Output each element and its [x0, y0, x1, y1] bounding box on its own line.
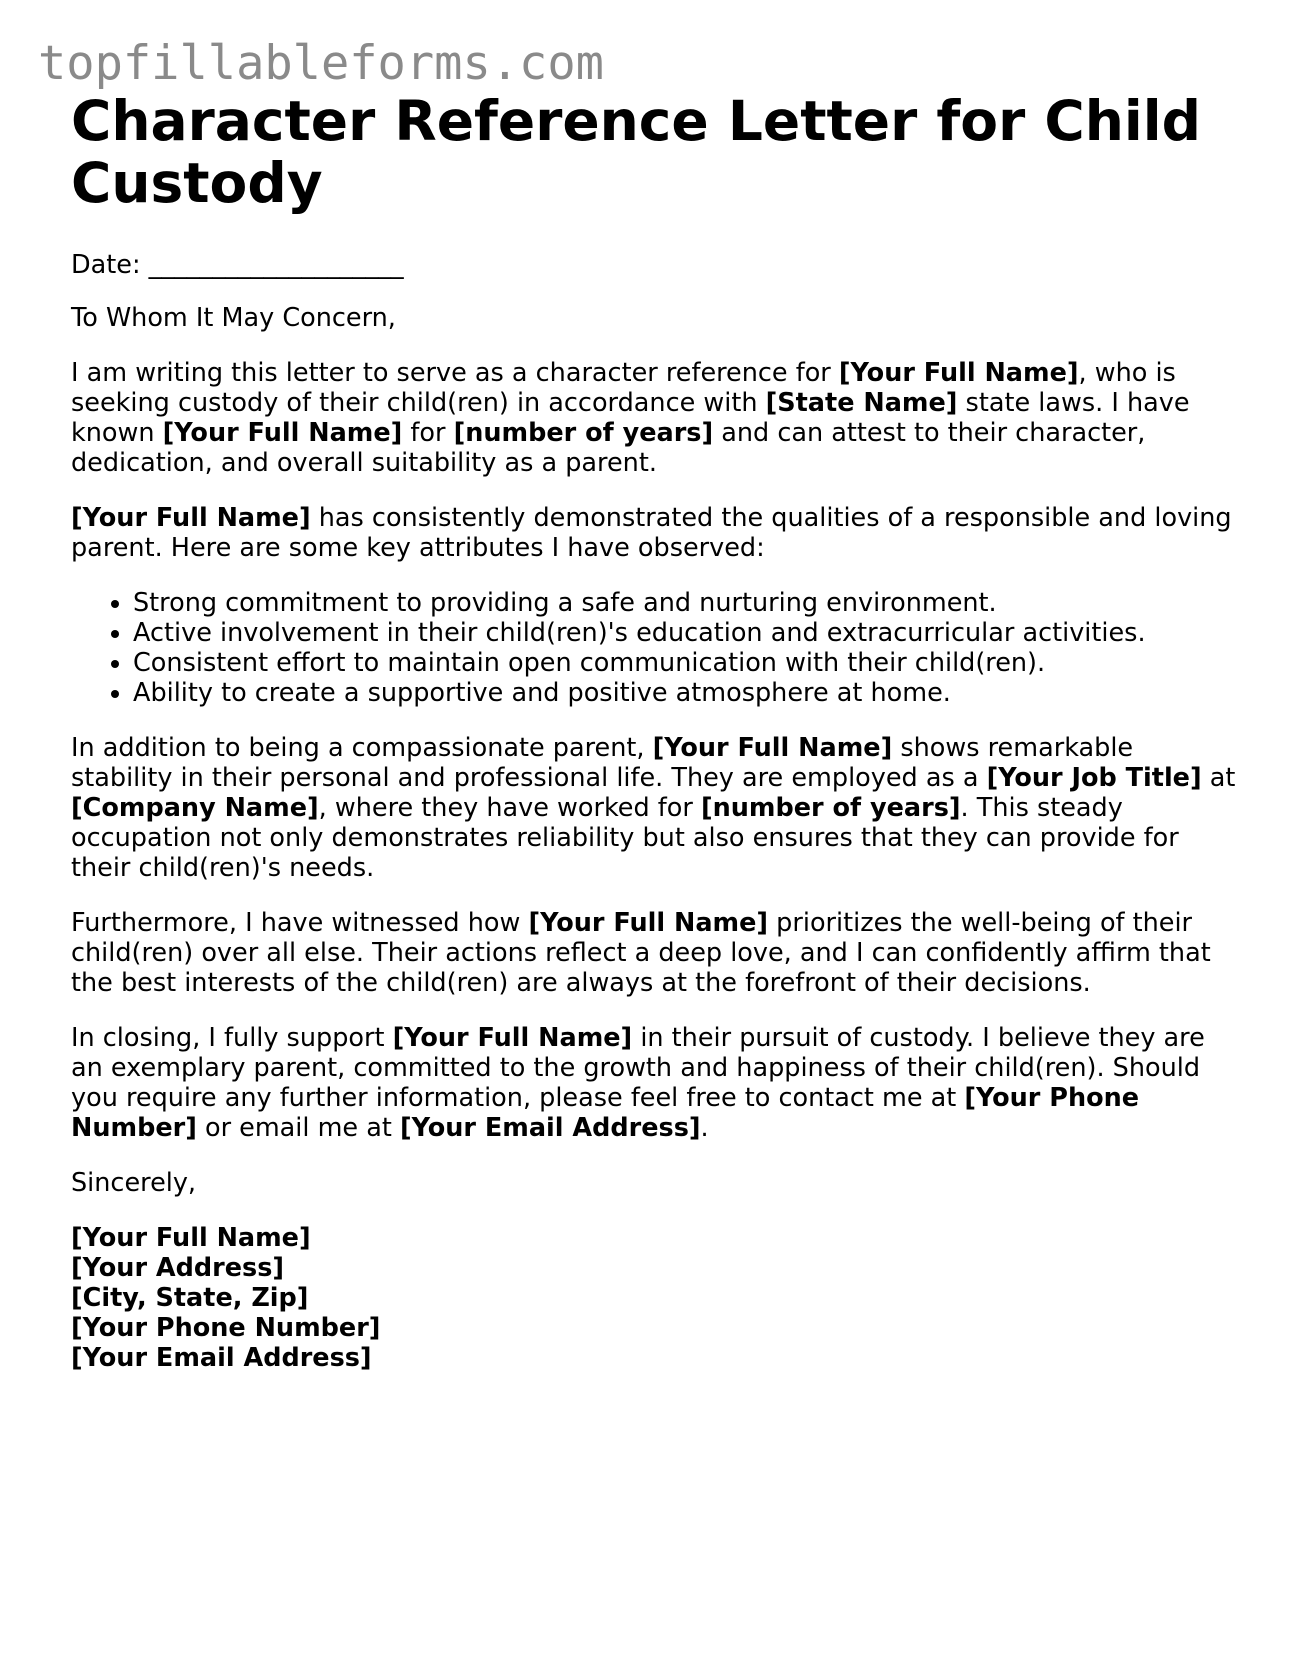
list-item: • Ability to create a supportive and positive atmosphere at home.: [133, 678, 1241, 708]
signature-line: [Your Email Address]: [71, 1343, 372, 1373]
signature-line: [Your Phone Number]: [71, 1313, 381, 1343]
text: . This steady occupation not only demonstrates reliability but also ensures that they can provide for their child(ren)'s needs.: [71, 793, 1179, 883]
placeholder-phone-number: [Your Phone Number]: [71, 1083, 1140, 1143]
text: , where they have worked for: [318, 793, 701, 823]
text: for: [402, 418, 454, 448]
placeholder-full-name: [Your Full Name]: [162, 418, 403, 448]
text: .: [700, 1113, 709, 1143]
text: In addition to being a compassionate parent,: [71, 733, 653, 763]
closing: Sincerely,: [71, 1168, 197, 1198]
date-blank: ____________________: [148, 250, 404, 280]
date-line: [71, 250, 1241, 280]
text: at: [1201, 763, 1236, 793]
text: prioritizes the well-being of their child(ren) over all else. Their actions reflect a deep love, and I can confidently affirm that the best interests of the child(ren) are always at the forefront of their decisions.: [71, 908, 1211, 998]
paragraph-closing: [71, 1023, 1241, 1143]
list-item: • Strong commitment to providing a safe and nurturing environment.: [133, 588, 1241, 618]
paragraph-wellbeing: [71, 908, 1241, 998]
placeholder-number-of-years: [number of years]: [453, 418, 714, 448]
placeholder-full-name: [Your Full Name]: [528, 908, 769, 938]
paragraph-intro: [71, 358, 1241, 478]
placeholder-state-name: [State Name]: [765, 388, 958, 418]
text: shows remarkable stability in their personal and professional life. They are employed as a: [71, 733, 1134, 793]
text: In closing, I fully support: [71, 1023, 393, 1053]
text: or email me at: [196, 1113, 400, 1143]
text: and can attest to their character, dedication, and overall suitability as a parent.: [71, 418, 1146, 478]
letter-page: [71, 90, 1241, 1373]
list-item: • Consistent effort to maintain open communication with their child(ren).: [133, 648, 1241, 678]
text: state laws. I have known: [71, 388, 1190, 448]
signature-block: [71, 1223, 1241, 1373]
placeholder-job-title: [Your Job Title]: [986, 763, 1202, 793]
text: Furthermore, I have witnessed how: [71, 908, 529, 938]
text: I am writing this letter to serve as a character reference for: [71, 358, 839, 388]
page-title: Character Reference Letter for Child Custody: [71, 89, 1201, 215]
placeholder-company-name: [Company Name]: [71, 793, 319, 823]
paragraph-stability: [71, 733, 1241, 883]
placeholder-number-of-years: [number of years]: [700, 793, 961, 823]
text: in their pursuit of custody. I believe they are an exemplary parent, committed to the growth and happiness of their child(ren). Should you require any further information, please feel free to contact me at: [71, 1023, 1205, 1113]
attributes-list: [71, 588, 1241, 708]
salutation: To Whom It May Concern,: [71, 303, 396, 333]
signature-line: [Your Address]: [71, 1253, 285, 1283]
paragraph-qualities: [71, 503, 1241, 563]
signature-line: [City, State, Zip]: [71, 1283, 309, 1313]
placeholder-full-name: [Your Full Name]: [71, 503, 311, 533]
placeholder-full-name: [Your Full Name]: [652, 733, 893, 763]
signature-line: [Your Full Name]: [71, 1223, 311, 1253]
placeholder-full-name: [Your Full Name]: [392, 1023, 633, 1053]
placeholder-email-address: [Your Email Address]: [399, 1113, 701, 1143]
text: has consistently demonstrated the qualities of a responsible and loving parent. Here are some key attributes I have observed:: [71, 503, 1232, 563]
placeholder-full-name: [Your Full Name]: [838, 358, 1079, 388]
date-label: Date:: [71, 250, 141, 280]
watermark: topfillableforms.com: [38, 36, 604, 91]
list-item: • Active involvement in their child(ren)'s education and extracurricular activities.: [133, 618, 1241, 648]
text: , who is seeking custody of their child(ren) in accordance with: [71, 358, 1176, 418]
